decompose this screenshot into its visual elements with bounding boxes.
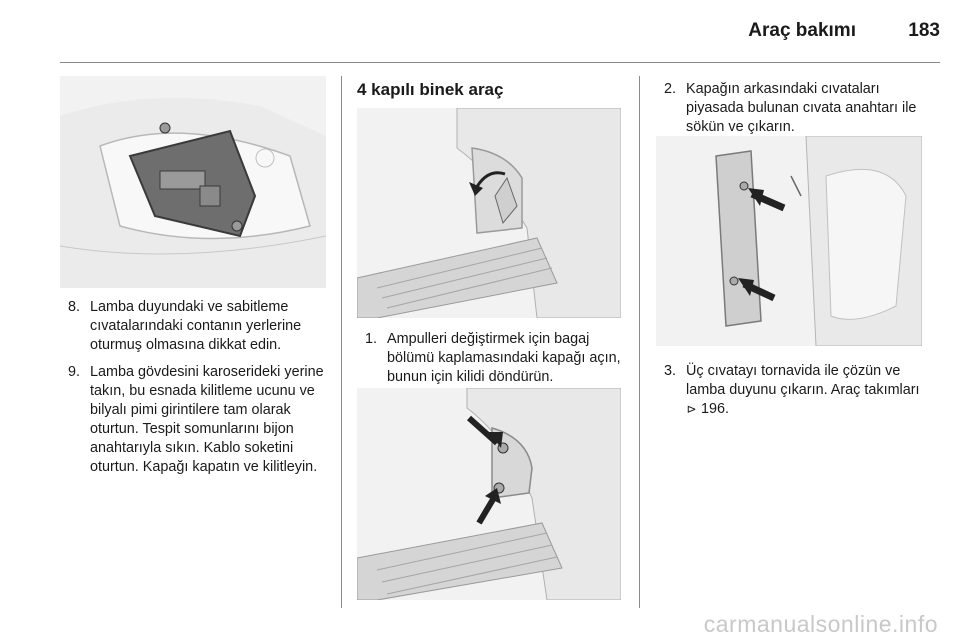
page-header (60, 0, 940, 52)
step-text: Lamba gövdesini karoserideki yerine takın, bu esnada kilitleme ucunu ve bilyalı pimi girintilere tam olarak oturtun. Tespit somunlarını bijon anahtarıyla sıkın. Kablo soketini oturtun. Kapağı kapatın ve kilitleyin. (90, 364, 324, 475)
lamp-bolts-illustration (656, 136, 922, 346)
list-item (365, 330, 627, 387)
page-number: 183 (908, 20, 940, 41)
column-divider (341, 76, 342, 608)
watermark: carmanualsonline.info (703, 611, 938, 637)
page-title: Araç bakımı (748, 20, 856, 41)
list-item (68, 363, 330, 477)
step-text: Lamba duyundaki ve sabitleme cıvatalarındaki contanın yerlerine oturmuş olmasına dikkat edin. (90, 299, 302, 353)
header-divider (60, 62, 940, 63)
column-1-text (68, 298, 330, 485)
step-text: Ampulleri değiştirmek için bagaj bölümü kaplamasındaki kapağı açın, bunun için kilidi döndürün. (387, 331, 621, 385)
section-heading: 4 kapılı binek araç (357, 80, 504, 99)
trunk-cover-illustration (357, 108, 621, 318)
tail-lamp-illustration (60, 76, 326, 288)
list-item (664, 362, 926, 419)
trunk-bolts-illustration (357, 388, 621, 600)
list-item (68, 298, 330, 355)
step-number: 1. (365, 331, 378, 347)
column-divider (639, 76, 640, 608)
step-text: Kapağın arkasındaki cıvataları piyasada bulunan cıvata anahtarı ile sökün ve çıkarın. (686, 81, 917, 135)
step-number: 2. (664, 81, 677, 97)
list-item (664, 80, 926, 137)
page-ref-icon: ⊳ (686, 402, 697, 416)
step-number: 8. (68, 299, 81, 315)
step-number: 9. (68, 364, 81, 380)
page-reference[interactable]: 196. (701, 401, 730, 417)
step-text: Üç cıvatayı tornavida ile çözün ve lamba duyunu çıkarın. Araç takımları (686, 363, 920, 398)
step-number: 3. (664, 363, 677, 379)
column-3-text-b (664, 362, 926, 427)
column-2-text (365, 330, 627, 395)
